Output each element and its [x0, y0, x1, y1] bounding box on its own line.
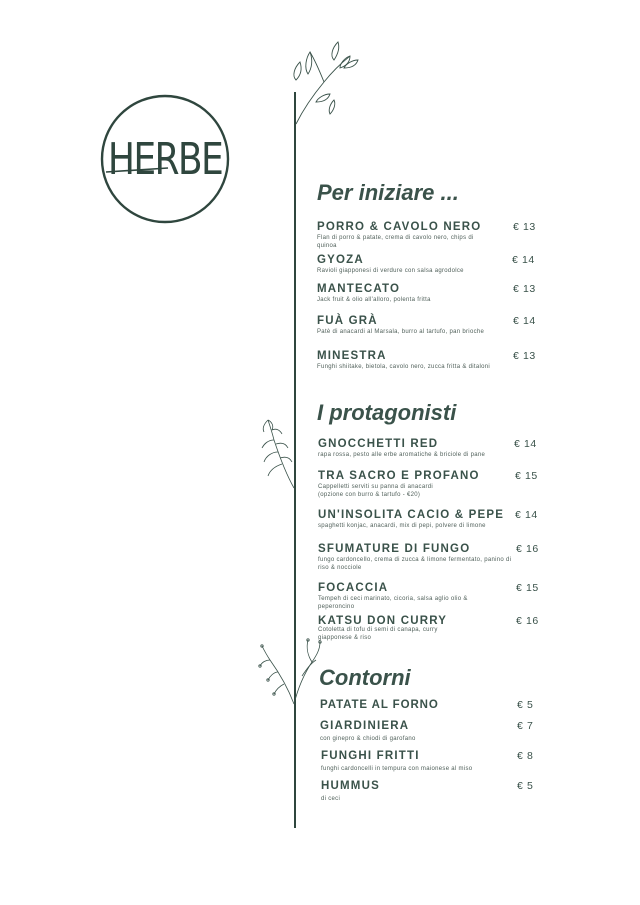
- item-price: € 15: [516, 582, 539, 594]
- item-name: KATSU DON CURRY: [318, 615, 448, 627]
- item-name: GIARDINIERA: [320, 720, 410, 732]
- menu-item: [318, 469, 548, 499]
- item-name: FUÀ GRÀ: [317, 315, 378, 327]
- item-name: PORRO & CAVOLO NERO: [317, 221, 482, 233]
- item-name: SFUMATURE DI FUNGO: [318, 543, 471, 555]
- top-leaf-sprig-icon: [286, 38, 362, 126]
- item-name: FOCACCIA: [318, 582, 389, 594]
- menu-item: [318, 581, 548, 611]
- item-description: Funghi shiitake, bietola, cavolo nero, zucca fritta & ditaloni: [317, 364, 491, 370]
- item-description: Jack fruit & olio all'alloro, polenta fritta: [317, 297, 431, 303]
- item-name: PATATE AL FORNO: [320, 699, 439, 711]
- menu-item: [318, 542, 548, 572]
- section-i-protagonisti: [317, 400, 456, 426]
- item-name: HUMMUS: [321, 780, 380, 792]
- item-price: € 16: [516, 543, 539, 555]
- section-contorni: [319, 665, 411, 691]
- item-description: Patè di anacardi al Marsala, burro al tartufo, pan brioche: [317, 329, 485, 335]
- menu-item: [318, 508, 548, 531]
- section-title: Per iniziare ...: [317, 180, 459, 205]
- item-name: GYOZA: [317, 254, 364, 266]
- section-title: I protagonisti: [317, 400, 457, 425]
- item-price: € 8: [517, 750, 534, 762]
- menu-item: [320, 698, 550, 712]
- item-name: GNOCCHETTI RED: [318, 438, 439, 450]
- lower-leaf-sprig-icon: [254, 630, 324, 706]
- item-price: € 14: [513, 315, 536, 327]
- menu-item: [320, 719, 550, 744]
- item-price: € 14: [514, 438, 537, 450]
- item-price: € 16: [516, 615, 539, 627]
- item-price: € 15: [515, 470, 538, 482]
- item-price: € 5: [517, 780, 534, 792]
- item-name: FUNGHI FRITTI: [321, 750, 420, 762]
- item-price: € 13: [513, 283, 536, 295]
- item-price: € 14: [515, 509, 538, 521]
- item-price: € 13: [513, 350, 536, 362]
- item-name: MINESTRA: [317, 350, 387, 362]
- item-price: € 13: [513, 221, 536, 233]
- section-title: Contorni: [319, 665, 411, 690]
- item-description: Cappelletti serviti su panna di anacardi (opzione con burro & tartufo - €20): [318, 484, 434, 498]
- item-description: fungo cardoncello, crema di zucca & limone fermentato, panino di riso & nocciole: [318, 557, 512, 571]
- item-price: € 14: [512, 254, 535, 266]
- item-name: TRA SACRO E PROFANO: [318, 470, 480, 482]
- menu-item: [318, 614, 548, 642]
- item-description: Cotoletta di tofu di semi di canapa, curry giapponese & riso: [318, 627, 438, 641]
- item-description: Ravioli giapponesi di verdure con salsa agrodolce: [317, 268, 464, 274]
- item-description: rapa rossa, pesto alle erbe aromatiche & briciole di pane: [318, 452, 486, 458]
- logo-text: HERBE: [107, 133, 223, 185]
- middle-leaf-sprig-icon: [256, 418, 300, 490]
- item-description: con ginepro & chiodi di garofano: [320, 736, 416, 742]
- item-description: di ceci: [321, 796, 341, 802]
- item-description: funghi cardoncelli in tempura con maionese al miso: [321, 766, 473, 772]
- herbe-logo: [98, 94, 232, 224]
- item-name: UN'INSOLITA CACIO & PEPE: [318, 509, 505, 521]
- item-price: € 7: [517, 720, 534, 732]
- item-price: € 5: [517, 699, 534, 711]
- item-name: MANTECATO: [317, 283, 401, 295]
- item-description: Flan di porro & patate, crema di cavolo nero, chips di quinoa: [317, 235, 474, 249]
- item-description: Tempeh di ceci marinato, cicoria, salsa aglio olio & peperoncino: [318, 596, 468, 610]
- section-per-iniziare: [317, 180, 459, 206]
- item-description: spaghetti konjac, anacardi, mix di pepi, polvere di limone: [318, 523, 486, 529]
